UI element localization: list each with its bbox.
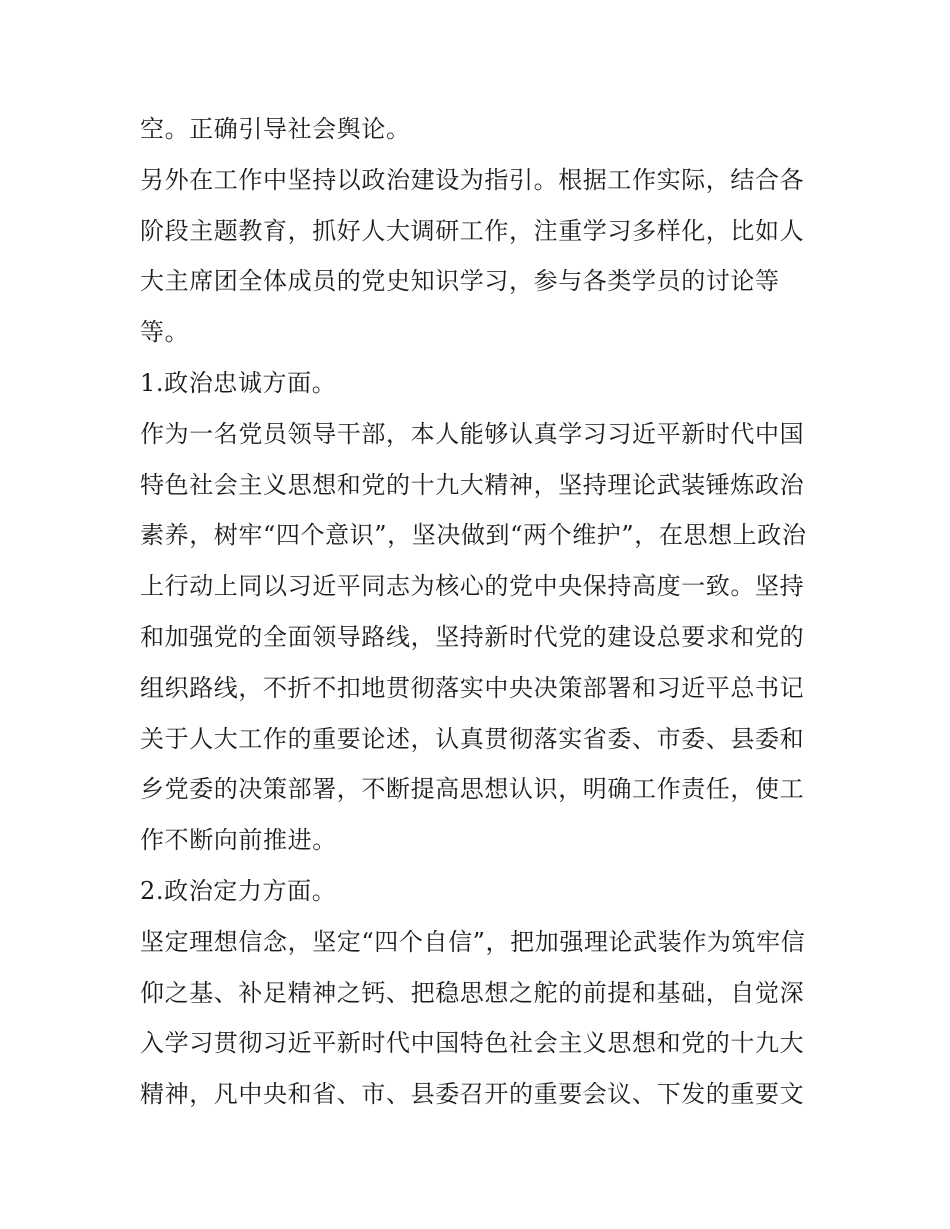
text-line: 空。正确引导社会舆论。 (140, 115, 411, 143)
section-heading: 2.政治定力方面。 (140, 876, 337, 905)
text-line: 仰之基、补足精神之钙、把稳思想之舵的前提和基础，自觉深 (140, 978, 805, 1007)
document-body (140, 104, 815, 1120)
text-line: 入学习贯彻习近平新时代中国特色社会主义思想和党的十九大 (140, 1029, 805, 1058)
text-line: 另外在工作中坚持以政治建设为指引。根据工作实际，结合各 (140, 165, 805, 194)
text-line: 和加强党的全面领导路线，坚持新时代党的建设总要求和党的 (140, 622, 805, 651)
text-line: 组织路线，不折不扣地贯彻落实中央决策部署和习近平总书记 (140, 673, 805, 702)
section-heading: 1.政治忠诚方面。 (140, 368, 337, 397)
text-line: 等。 (140, 318, 190, 347)
text-line: 精神，凡中央和省、市、县委召开的重要会议、下发的重要文 (140, 1080, 805, 1109)
text-line: 乡党委的决策部署，不断提高思想认识，明确工作责任，使工 (140, 775, 805, 804)
text-line: 素养，树牢“四个意识”，坚决做到“两个维护”，在思想上政治 (140, 521, 807, 550)
text-line: 阶段主题教育，抓好人大调研工作，注重学习多样化，比如人 (140, 216, 805, 245)
text-line: 上行动上同以习近平同志为核心的党中央保持高度一致。坚持 (140, 572, 805, 601)
text-line: 作不断向前推进。 (140, 826, 337, 855)
text-line: 特色社会主义思想和党的十九大精神，坚持理论武装锤炼政治 (140, 470, 805, 499)
text-line: 作为一名党员领导干部，本人能够认真学习习近平新时代中国 (140, 419, 805, 448)
text-line: 关于人大工作的重要论述，认真贯彻落实省委、市委、县委和 (140, 724, 805, 753)
text-line: 坚定理想信念，坚定“四个自信”，把加强理论武装作为筑牢信 (140, 927, 806, 956)
text-line: 大主席团全体成员的党史知识学习，参与各类学员的讨论等 (140, 267, 780, 296)
